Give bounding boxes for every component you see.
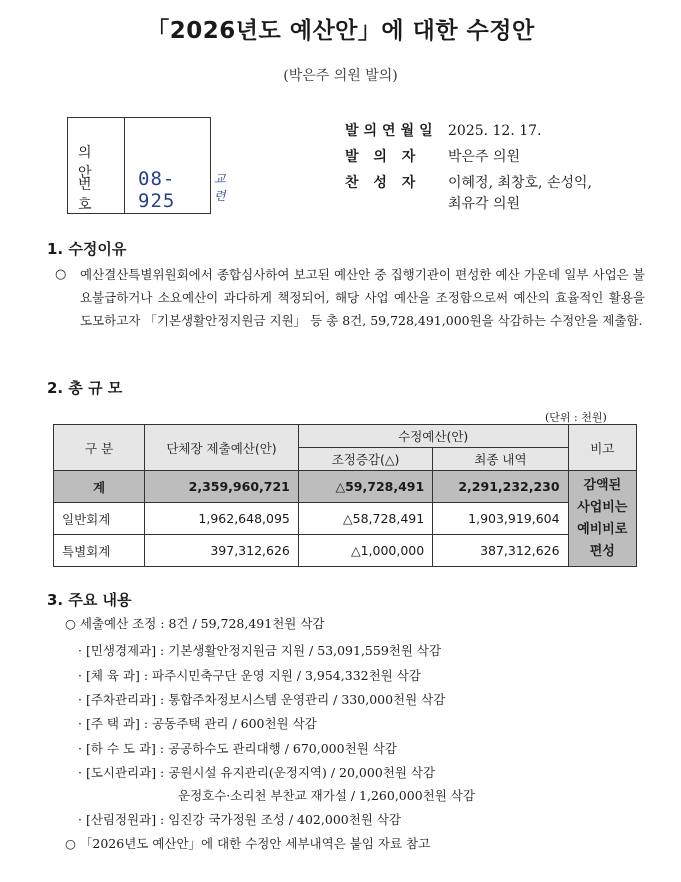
th-final: 최종 내역: [433, 448, 568, 471]
unit-label: (단위 : 천원): [545, 411, 607, 424]
item-dept: · [도시관리과] :: [78, 765, 165, 780]
row-adjust: △58,728,491: [298, 503, 432, 535]
row-submitted: 2,359,960,721: [145, 471, 299, 503]
row-label: 특별회계: [54, 535, 145, 567]
meta-supporters: [345, 172, 592, 192]
item-desc: 기본생활안정지원금 지원 / 53,091,559천원 삭감: [168, 643, 442, 658]
th-adjust: 조정증감(△): [298, 448, 432, 471]
table-row-total: [54, 471, 637, 503]
bill-stamp: 교련: [214, 172, 226, 203]
list-item: [78, 714, 317, 732]
row-submitted: 397,312,626: [145, 535, 299, 567]
item-dept: · [체 육 과] :: [78, 668, 149, 683]
row-final: 1,903,919,604: [433, 503, 568, 535]
document-subtitle: (박은주 의원 발의): [283, 68, 398, 84]
meta-supporters-value-2: 최유각 의원: [448, 196, 521, 212]
item-dept: · [주 택 과] :: [78, 716, 149, 731]
list-item: [78, 763, 435, 781]
summary-line: ○ 세출예산 조정 : 8건 / 59,728,491천원 삭감: [65, 616, 325, 631]
meta-date-value: 2025. 12. 17.: [448, 123, 542, 139]
section1-text: 예산결산특별위원회에서 종합심사하여 보고된 예산안 중 집행기관이 편성한 예산 가운데 일부 사업은 불요불급하거나 소요예산이 과다하게 책정되어, 해당 사업 예산을 조정함으로써 예산의 효율적인 활용을 도모하고자 「기본생활안정지원금 지원」 등 총 8건, 59,728,491,000원을 삭감하는 수정안을 제출함.: [80, 267, 645, 328]
list-item: [78, 690, 445, 708]
row-adjust: △59,728,491: [298, 471, 432, 503]
th-category: 구 분: [54, 425, 145, 471]
meta-date: [345, 120, 542, 140]
section2-heading: 2. 총 규 모: [47, 379, 123, 397]
row-submitted: 1,962,648,095: [145, 503, 299, 535]
list-item: [178, 786, 475, 804]
item-desc: 파주시민축구단 운영 지원 / 3,954,332천원 삭감: [152, 668, 421, 683]
bill-label-line1: 의 안: [78, 145, 98, 181]
list-item: [78, 739, 397, 757]
table-row: [54, 535, 637, 567]
row-adjust: △1,000,000: [298, 535, 432, 567]
item-dept: · [주차관리과] :: [78, 692, 165, 707]
meta-supporters-key: 찬 성 자: [345, 175, 421, 191]
table-row: [54, 503, 637, 535]
note-line: 예비비로: [577, 521, 628, 537]
bill-label-line2: 번 호: [78, 177, 98, 213]
budget-table: [53, 424, 637, 567]
bill-number-box: [67, 117, 226, 214]
section3-heading: 3. 주요 내용: [47, 591, 132, 609]
meta-proposer-key: 발 의 자: [345, 149, 421, 165]
list-item: [78, 810, 401, 828]
meta-proposer: [345, 146, 520, 166]
row-final: 2,291,232,230: [433, 471, 568, 503]
note-cell: [568, 471, 636, 567]
meta-date-key: 발의연월일: [345, 123, 438, 139]
bill-number-label: [68, 118, 125, 213]
bill-number-value: 08-925: [138, 168, 176, 212]
item-dept: · [하 수 도 과] :: [78, 741, 165, 756]
meta-proposer-value: 박은주 의원: [448, 149, 521, 165]
note-line: 감액된: [583, 477, 622, 493]
item-dept: · [민생경제과] :: [78, 643, 165, 658]
meta-supporters-cont: [345, 193, 520, 213]
item-dept: · [산림정원과] :: [78, 812, 165, 827]
note-line: 편성: [589, 543, 615, 559]
item-desc: 공원시설 유지관리(운정지역) / 20,000천원 삭감: [168, 765, 436, 780]
th-note: 비고: [568, 425, 636, 471]
row-final: 387,312,626: [433, 535, 568, 567]
th-revised: 수정예산(안): [298, 425, 568, 448]
list-item: [78, 666, 421, 684]
th-submitted: 단체장 제출예산(안): [145, 425, 299, 471]
footer-note: ○ 「2026년도 예산안」에 대한 수정안 세부내역은 붙임 자료 참고: [65, 836, 431, 851]
item-desc: 공공하수도 관리대행 / 670,000천원 삭감: [168, 741, 397, 756]
meta-supporters-value: 이혜정, 최창호, 손성익,: [448, 175, 592, 191]
section1-bullet: ○: [55, 267, 67, 282]
note-line: 사업비는: [577, 499, 628, 515]
item-desc: 통합주차정보시스템 운영관리 / 330,000천원 삭감: [168, 692, 446, 707]
document-title: 「2026년도 예산안」에 대한 수정안: [146, 18, 535, 44]
section1-heading: 1. 수정이유: [47, 240, 127, 258]
list-item: [78, 641, 441, 659]
item-desc: 임진강 국가정원 조성 / 402,000천원 삭감: [168, 812, 401, 827]
row-label: 일반회계: [54, 503, 145, 535]
item-desc: 공동주택 관리 / 600천원 삭감: [152, 716, 317, 731]
row-label: 계: [54, 471, 145, 503]
item-desc: 운정호수·소리천 부찬교 재가설 / 1,260,000천원 삭감: [178, 788, 475, 803]
